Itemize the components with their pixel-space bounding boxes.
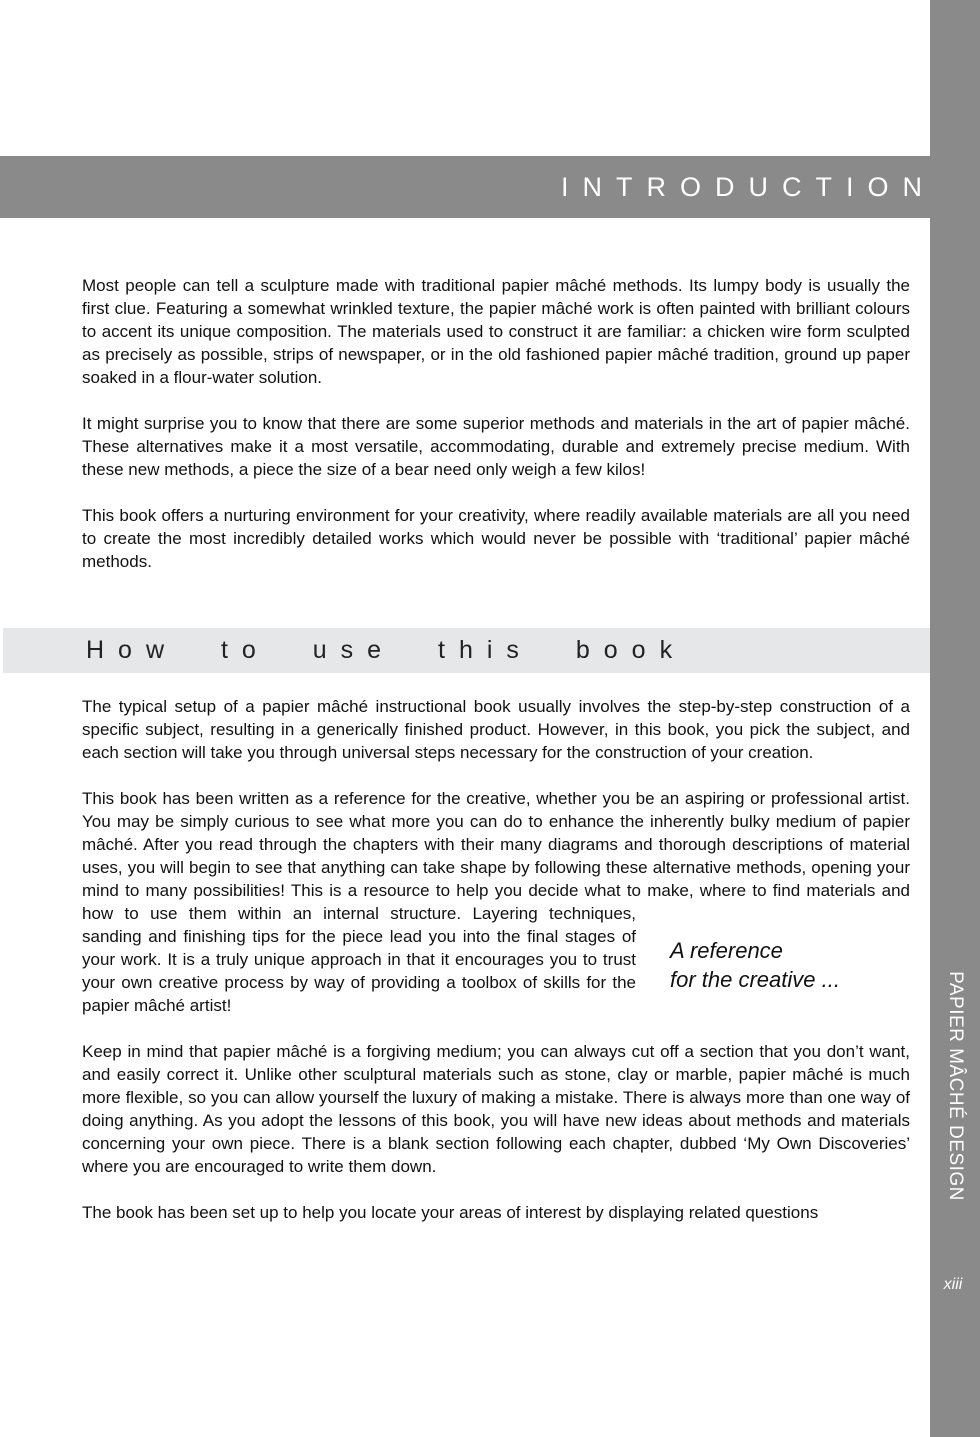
introduction-banner: [0, 156, 936, 218]
introduction-body: [82, 274, 910, 596]
paragraph-part: Layering techniques, sanding and finishing tips for the piece lead you into the final stages of your work. It is a truly unique approach in that it encourages you to trust your own creative process by way of providing a toolbox of skills for the papier mâché artist!: [82, 904, 636, 1015]
introduction-heading: INTRODUCTION: [561, 172, 936, 202]
pull-quote: [670, 902, 910, 1028]
page-number: xiii: [943, 1276, 963, 1293]
paragraph: The typical setup of a papier mâché instructional book usually involves the step-by-step construction of a specific subject, resulting in a generically finished product. However, in this book, you pick the subject, and each section will take you through universal steps necessary for the construction of your creation.: [82, 697, 910, 762]
sidebar-band: [930, 0, 980, 1437]
paragraph: This book offers a nurturing environment for your creativity, where readily available materials are all you need to create the most incredibly detailed works which would never be possible with ‘traditional’ papier mâché methods.: [82, 506, 910, 571]
paragraph: [82, 787, 910, 1017]
paragraph: Keep in mind that papier mâché is a forgiving medium; you can always cut off a section that you don’t want, and easily correct it. Unlike other sculptural materials such as stone, clay or marble, papier mâché is much more flexible, so you can allow yourself the luxury of making a mistake. There is always more than one way of doing anything. As you adopt the lessons of this book, you will have new ideas about methods and materials concerning your own piece. There is a blank section following each chapter, dubbed ‘My Own Discoveries’ where you are encouraged to write them down.: [82, 1042, 910, 1176]
book-title: PAPIER MÂCHÉ DESIGN: [945, 971, 966, 1201]
paragraph: Most people can tell a sculpture made with traditional papier mâché methods. Its lumpy body is usually the first clue. Featuring a somewhat wrinkled texture, the papier mâché work is often painted with brilliant colours to accent its unique composition. The materials used to construct it are familiar: a chicken wire form sculpted as precisely as possible, strips of newspaper, or in the old fashioned papier mâché tradition, ground up paper soaked in a flour-water solution.: [82, 276, 910, 387]
paragraph-part: This book has been written as a reference for the creative, whether you be an aspiring or professional artist. You may be simply curious to see what more you can do to enhance the inherently bulky medium of papier mâché. After you read through the chapters with their many diagrams and thorough descriptions of material uses, you will begin to see that anything can take shape by following these alternative methods, opening your mind to many possibilities! This is a resource to help you decide what to make, where to find materials and how to use them within an internal structure.: [82, 789, 910, 923]
section-banner: [3, 628, 930, 673]
pull-quote-line: A reference: [670, 938, 783, 963]
paragraph: The book has been set up to help you locate your areas of interest by displaying related questions: [82, 1203, 819, 1222]
how-to-use-body: [82, 695, 910, 1247]
section-heading: How to use this book: [86, 636, 687, 664]
paragraph: It might surprise you to know that there are some superior methods and materials in the art of papier mâché. These alternatives make it a most versatile, accommodating, durable and extremely precise medium. With these new methods, a piece the size of a bear need only weigh a few kilos!: [82, 414, 910, 479]
pull-quote-line: for the creative ...: [670, 967, 840, 992]
